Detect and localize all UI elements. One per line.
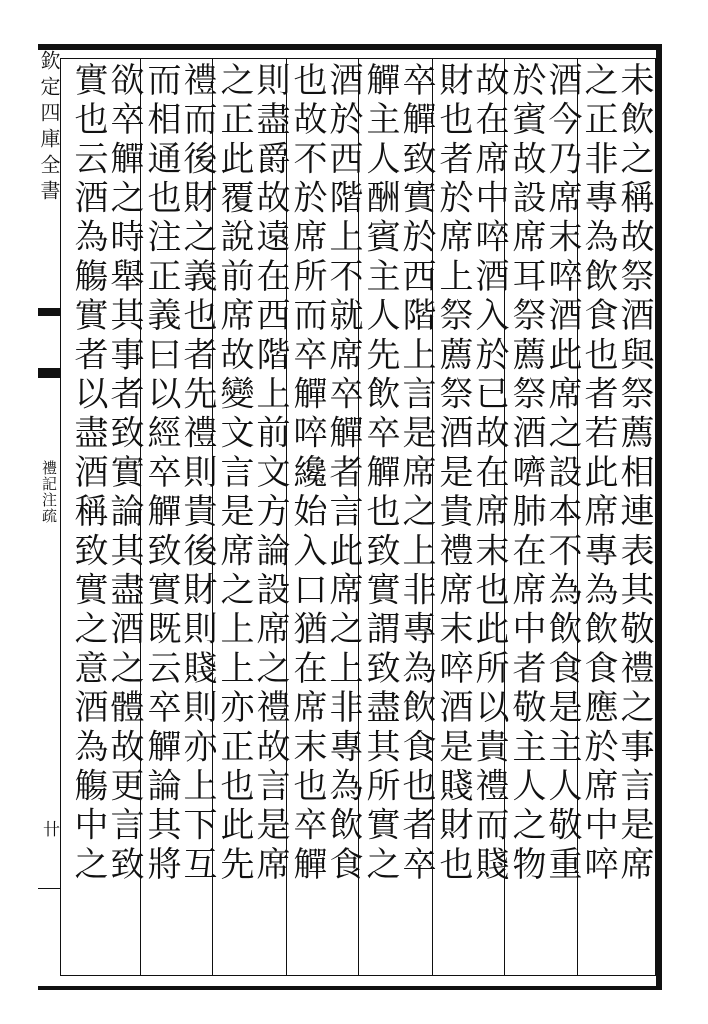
text-column-9: 酒於西階上不就席卒觶者言此席之上非專為飲食: [323, 62, 363, 886]
margin-strip: [38, 50, 60, 986]
text-column-12: 之正此覆說前席故變文言是席之上上亦正也此先: [214, 62, 254, 886]
margin-collection-title: 欽定四庫全書: [37, 50, 61, 206]
text-column-15: 欲卒觶之時舉其事者致實論其盡酒之體故更言致: [104, 62, 144, 886]
fishtail-bar-top: [38, 308, 60, 316]
margin-book-title: 禮記注疏: [40, 460, 58, 524]
text-column-11: 則盡爵故遠在西階上前文方論設席之禮故言是席: [250, 62, 290, 886]
text-column-1: 未飲之稱故祭酒與祭薦相連表其敬禮之事言是席: [614, 62, 654, 886]
column-rule: [504, 58, 505, 976]
text-column-14: 而相通也注正義曰以經卒觶致實既云卒觶論其將: [141, 62, 181, 886]
text-column-13: 禮而後財之義也者先禮則貴後財則賤則亦上下互: [177, 62, 217, 886]
column-rule: [577, 58, 578, 976]
text-column-4: 於賓故設席耳祭薦祭酒嚌肺在席中者敬主人之物: [506, 62, 546, 886]
text-column-6: 財也者於席上祭薦祭酒是貴禮席末啐酒是賤財也: [433, 62, 473, 886]
column-rule: [140, 58, 141, 976]
column-rule: [432, 58, 433, 976]
text-column-5: 故在席中啐酒入於已故在席末也此所以貴禮而賤: [469, 62, 509, 886]
text-column-7: 卒觶致實於西階上言是席之上非專為飲食也者卒: [396, 62, 436, 886]
fishtail-bar-bottom: [38, 368, 60, 378]
text-column-8: 觶主人酬賓主人先飲卒觶也致實謂致盡其所實之: [360, 62, 400, 886]
text-column-16: 實也云酒為觴實者以盡酒稱致實之意酒為觴中之: [68, 62, 108, 886]
column-rule: [358, 58, 359, 976]
margin-rule: [38, 888, 60, 889]
column-rule: [286, 58, 287, 976]
fishtail-mark: [38, 308, 60, 380]
text-column-2: 之正非專為飲食也者若此席專為飲食應於席中啐: [578, 62, 618, 886]
text-column-3: 酒今乃席末啐酒此席之設本不為飲食是主人敬重: [542, 62, 582, 886]
column-rule: [212, 58, 213, 976]
text-column-10: 也故不於席所而卒觶啐纔始入口猶在席末也卒觶: [287, 62, 327, 886]
margin-page-number: 卄: [39, 820, 59, 837]
